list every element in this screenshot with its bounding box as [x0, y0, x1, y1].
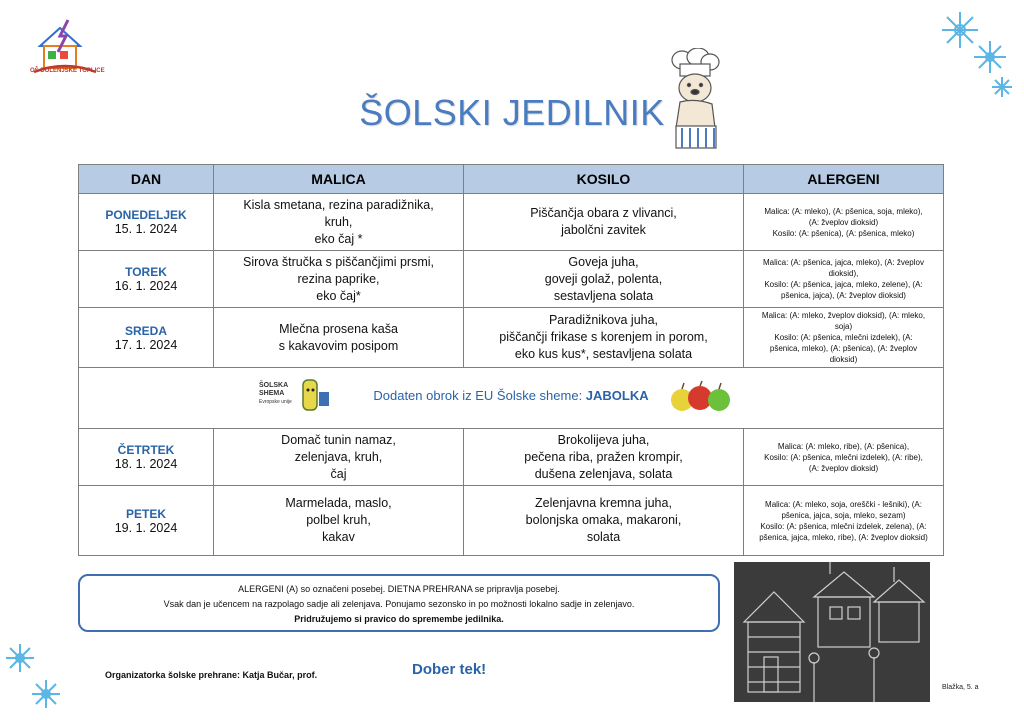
organizer-text: Organizatorka šolske prehrane: Katja Bučar, prof. — [105, 670, 318, 680]
kosilo-cell — [464, 308, 744, 368]
alergeni-line: soja) — [834, 322, 853, 331]
malica-cell — [214, 429, 464, 486]
kosilo-line: bolonjska omaka, makaroni, — [525, 513, 682, 527]
table-row — [79, 429, 944, 486]
table-row — [79, 486, 944, 556]
day-date: 18. 1. 2024 — [114, 457, 178, 471]
alergeni-cell — [744, 194, 944, 251]
column-header-kosilo: KOSILO — [464, 165, 744, 194]
eu-scheme-text — [83, 388, 939, 403]
alergeni-line: pšenica, mleko), (A: pšenica), (A: žveplov — [769, 344, 918, 353]
malica-line: Mlečna prosena kaša — [279, 321, 398, 336]
notice-line: ALERGENI (A) so označeni posebej. DIETNA PREHRANA se pripravlja posebej. — [238, 584, 560, 594]
eu-scheme-fruit: JABOLKA — [585, 388, 649, 403]
malica-cell — [214, 251, 464, 308]
alergeni-cell — [744, 429, 944, 486]
alergeni-line: (A: žveplov dioksid) — [808, 217, 879, 227]
malica-line: polbel kruh, — [306, 513, 371, 527]
kosilo-cell — [464, 429, 744, 486]
column-header-malica: MALICA — [214, 165, 464, 194]
malica-line: Kisla smetana, rezina paradižnika, — [243, 197, 434, 212]
kosilo-cell — [464, 486, 744, 556]
malica-line: kruh, — [324, 214, 353, 229]
kosilo-cell — [464, 194, 744, 251]
malica-line: rezina paprike, — [297, 271, 380, 286]
kosilo-line: goveji golaž, polenta, — [544, 271, 663, 286]
malica-line: Marmelada, maslo, — [285, 496, 392, 510]
malica-line: zelenjava, kruh, — [294, 449, 383, 464]
table-header-row — [79, 165, 944, 194]
malica-cell — [214, 486, 464, 556]
kosilo-line: sestavljena solata — [553, 288, 654, 303]
alergeni-cell — [744, 251, 944, 308]
day-date: 15. 1. 2024 — [114, 222, 178, 236]
kosilo-line: pečena riba, pražen krompir, — [524, 449, 683, 464]
school-logo-text: OŠ DOLENJSKE TOPLICE — [30, 68, 105, 74]
day-name: SREDA — [124, 323, 167, 338]
alergeni-line: dioksid) — [829, 355, 858, 364]
malica-line: eko čaj* — [316, 288, 361, 303]
eu-scheme-row — [79, 368, 944, 429]
scheme-logo-text: ŠOLSKA — [259, 382, 289, 389]
alergeni-line: Malica: (A: pšenica, jajca, mleko), (A: žveplov — [763, 258, 924, 267]
day-cell — [79, 429, 214, 486]
eu-scheme-label: Dodaten obrok iz EU Šolske sheme: — [373, 388, 586, 403]
eu-scheme-content — [83, 368, 939, 428]
alergeni-line: Kosilo: (A: pšenica, mlečni izdelek, zelena), (A: — [760, 521, 927, 531]
alergeni-line: Malica: (A: mleko, ribe), (A: pšenica), — [777, 441, 910, 451]
kosilo-line: eko kus kus*, sestavljena solata — [514, 347, 693, 361]
apples-icon — [668, 380, 734, 414]
kosilo-cell — [464, 251, 744, 308]
alergeni-line: Malica: (A: mleko), (A: pšenica, soja, mleko), — [764, 206, 923, 216]
malica-line: Domač tunin namaz, — [281, 432, 396, 447]
alergeni-line: Kosilo: (A: pšenica), (A: pšenica, mleko) — [772, 228, 915, 238]
alergeni-line: pšenica, jajca, soja, mleko, sezam) — [781, 510, 906, 520]
notice-line: Vsak dan je učencem na razpolago sadje ali zelenjava. Ponujamo sezonsko in po možnosti lokalno sadje in zelenjavo. — [163, 599, 635, 609]
alergeni-line: Kosilo: (A: pšenica, mlečni izdelek), (A: ribe), — [764, 452, 923, 462]
malica-cell — [214, 308, 464, 368]
kosilo-line: Brokolijeva juha, — [557, 432, 650, 447]
malica-line: s kakavovim posipom — [278, 338, 399, 353]
notice-line: Pridružujemo si pravico do spremembe jedilnika. — [294, 614, 504, 624]
scheme-logo-text: Evropske unije — [259, 399, 292, 405]
kosilo-line: Goveja juha, — [568, 254, 639, 269]
table-row — [79, 308, 944, 368]
chef-bear-illustration-icon — [660, 48, 730, 156]
day-cell — [79, 194, 214, 251]
day-name: PETEK — [125, 506, 166, 521]
malica-line: čaj — [330, 466, 347, 481]
page-title: ŠOLSKI JEDILNIK — [359, 92, 665, 133]
day-date: 16. 1. 2024 — [114, 279, 178, 293]
eu-scheme-cell — [79, 368, 944, 429]
malica-line: eko čaj * — [314, 231, 363, 246]
snowflake-icon — [920, 2, 1020, 102]
alergeni-cell — [744, 308, 944, 368]
alergeni-line: dioksid), — [828, 269, 859, 278]
snowflake-icon — [0, 636, 70, 716]
kosilo-line: solata — [586, 530, 621, 544]
alergeni-line: (A: žveplov dioksid) — [808, 463, 879, 473]
kosilo-line: Zelenjavna kremna juha, — [535, 496, 672, 510]
day-cell — [79, 486, 214, 556]
alergeni-line: pšenica, jajca, mleko, ribe), (A: žveplov dioksid) — [759, 532, 928, 542]
day-name: TOREK — [125, 265, 167, 279]
day-cell — [79, 251, 214, 308]
day-name: ČETRTEK — [117, 443, 175, 457]
chalk-drawing-image — [734, 562, 930, 702]
notice-box — [78, 574, 720, 632]
kosilo-line: dušena zelenjava, solata — [534, 466, 673, 481]
kosilo-line: piščančji frikase s korenjem in porom, — [499, 330, 708, 344]
greeting-text: Dober tek! — [412, 661, 487, 678]
alergeni-line: Kosilo: (A: pšenica, mlečni izdelek), (A: — [774, 333, 913, 342]
scheme-logo-text: SHEMA — [259, 390, 285, 397]
alergeni-line: Malica: (A: mleko, soja, oreščki - lešniki), (A: — [765, 499, 922, 509]
day-cell — [79, 308, 214, 368]
kosilo-line: Piščančja obara z vlivanci, — [530, 206, 677, 220]
drawing-author: Blažka, 5. a — [942, 684, 979, 691]
alergeni-cell — [744, 486, 944, 556]
day-date: 17. 1. 2024 — [114, 337, 178, 352]
kosilo-line: Paradižnikova juha, — [548, 313, 659, 327]
column-header-alergeni: ALERGENI — [744, 165, 944, 194]
alergeni-line: Malica: (A: mleko, žveplov dioksid), (A: mleko, — [761, 311, 926, 320]
alergeni-line: Kosilo: (A: pšenica, jajca, mleko, zelene), (A: — [764, 280, 923, 289]
malica-cell — [214, 194, 464, 251]
alergeni-line: pšenica, jajca), (A: žveplov dioksid) — [781, 291, 906, 300]
malica-line: Sirova štručka s piščančjimi prsmi, — [242, 254, 434, 269]
column-header-day: DAN — [79, 165, 214, 194]
table-row — [79, 194, 944, 251]
table-row — [79, 251, 944, 308]
malica-line: kakav — [322, 530, 355, 544]
day-name: PONEDELJEK — [105, 208, 187, 222]
day-date: 19. 1. 2024 — [114, 520, 178, 535]
menu-table — [78, 164, 944, 556]
kosilo-line: jabolčni zavitek — [561, 223, 646, 237]
